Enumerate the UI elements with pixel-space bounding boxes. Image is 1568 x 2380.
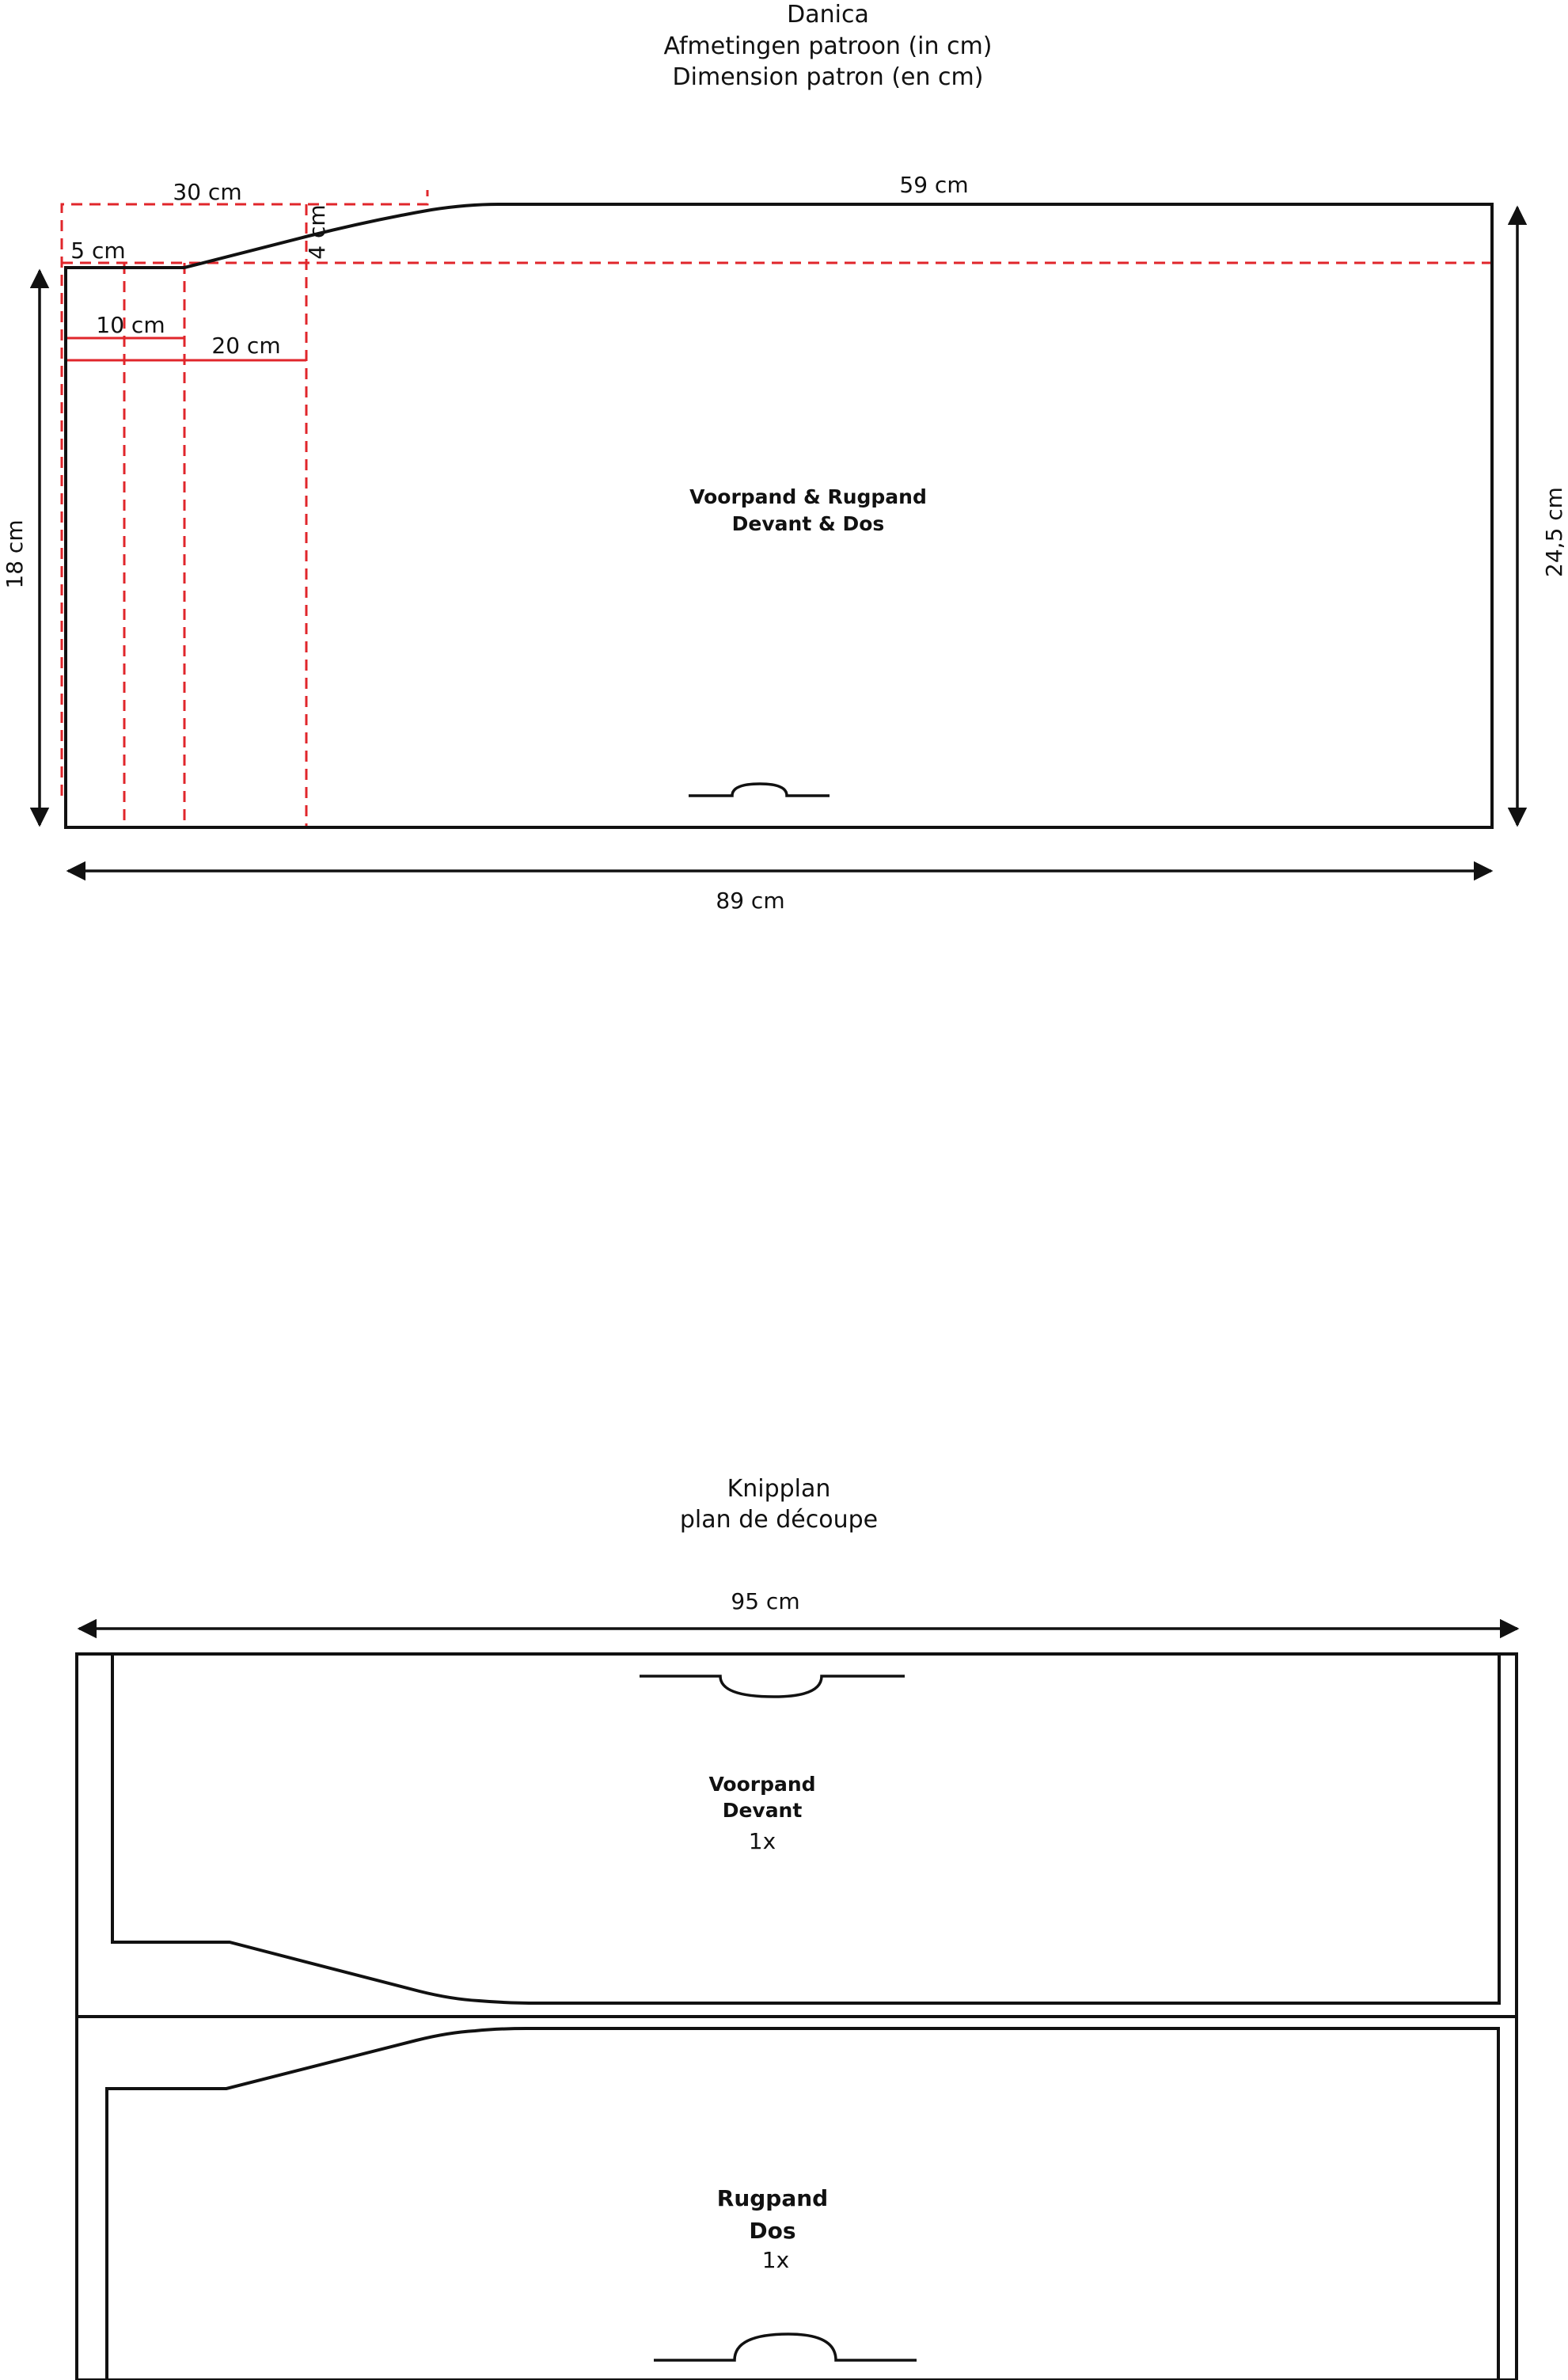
dim-label-89: 89 cm — [716, 888, 785, 914]
dim-label-59: 59 cm — [899, 172, 969, 198]
cut-plan-title-line-1: Knipplan — [727, 1475, 831, 1503]
front-grain-symbol — [640, 1676, 905, 1697]
dim-label-5: 5 cm — [70, 238, 126, 264]
back-label-line-1: Rugpand — [716, 2185, 829, 2211]
cut-plan-title-line-2: plan de découpe — [679, 1506, 879, 1534]
back-grain-symbol — [654, 2334, 917, 2360]
dim-label-20: 20 cm — [211, 333, 281, 359]
pattern-title-line-2: Afmetingen patroon (in cm) — [663, 32, 993, 60]
back-label-line-2: Dos — [749, 2218, 796, 2244]
dim-label-10: 10 cm — [96, 312, 165, 338]
back-count: 1x — [761, 2247, 790, 2273]
grain-symbol — [689, 784, 830, 796]
front-piece-outline — [112, 1654, 1499, 2003]
dim-label-30: 30 cm — [173, 179, 242, 205]
dim-label-18: 18 cm — [2, 519, 28, 589]
piece-label-line-1: Voorpand & Rugpand — [689, 485, 927, 508]
guide-lines — [62, 190, 1492, 827]
front-count: 1x — [748, 1828, 776, 1854]
front-label-line-1: Voorpand — [708, 1773, 816, 1796]
dim-label-24-5: 24,5 cm — [1541, 487, 1567, 577]
piece-label-line-2: Devant & Dos — [731, 512, 885, 535]
dim-label-4: 4 cm — [304, 204, 330, 260]
pattern-title-line-1: Danica — [787, 1, 869, 29]
front-label-line-2: Devant — [722, 1799, 803, 1822]
pattern-title-line-3: Dimension patron (en cm) — [672, 63, 984, 91]
fabric-width-label: 95 cm — [731, 1588, 800, 1614]
